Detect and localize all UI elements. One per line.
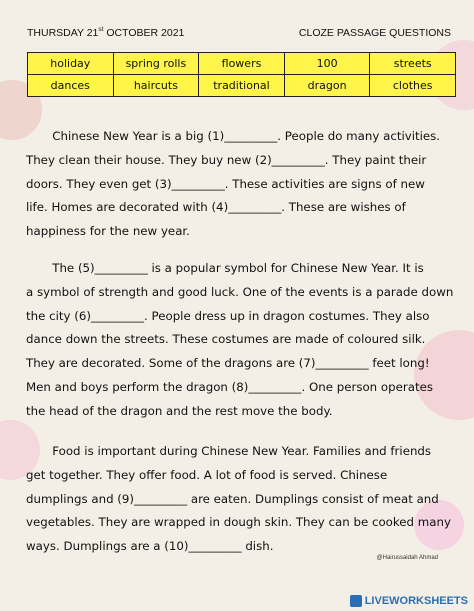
word-bank-row xyxy=(28,53,456,75)
paragraph-line: ways. Dumplings are a (10)_________ dish. xyxy=(26,539,274,554)
paragraph-line: The (5)_________ is a popular symbol for Chinese New Year. It is xyxy=(52,261,424,275)
paragraph-line: Food is important during Chinese New Year. Families and friends xyxy=(52,444,432,458)
paragraph-line: vegetables. They are wrapped in dough skin. They can be cooked many xyxy=(26,515,451,530)
word-bank-cell: streets xyxy=(370,53,456,75)
date-label: THURSDAY 21st OCTOBER 2021 xyxy=(27,26,185,39)
word-bank-cell: traditional xyxy=(199,75,285,97)
paragraph-line: They clean their house. They buy new (2)_________. They paint their xyxy=(26,152,427,167)
liveworksheets-logo-icon xyxy=(350,595,362,607)
liveworksheets-watermark xyxy=(350,594,468,608)
author-credit: @Hairussaidah Ahmad xyxy=(376,555,438,561)
word-bank-table xyxy=(27,52,456,97)
watermark-text: LIVEWORKSHEETS xyxy=(364,595,468,607)
word-bank-cell: holiday xyxy=(28,53,114,75)
paragraph-line: Men and boys perform the dragon (8)_________. One person operates xyxy=(26,379,433,394)
paragraph-line: dance down the streets. These costumes are made of coloured silk. xyxy=(26,332,426,347)
paragraph-line: They are decorated. Some of the dragons are (7)_________ feet long! xyxy=(26,356,430,371)
paragraph-3 xyxy=(26,440,450,559)
paragraph-line: a symbol of strength and good luck. One of the events is a parade down xyxy=(26,284,454,299)
word-bank-cell: flowers xyxy=(199,53,285,75)
word-bank-cell: dragon xyxy=(284,75,370,97)
paragraph-2 xyxy=(26,257,454,424)
paragraph-line: life. Homes are decorated with (4)_________. These are wishes of xyxy=(26,200,406,215)
paragraph-line: get together. They offer food. A lot of food is served. Chinese xyxy=(26,467,388,482)
paragraph-line: the head of the dragon and the rest move the body. xyxy=(26,403,333,418)
word-bank-cell: 100 xyxy=(284,53,370,75)
paragraph-1 xyxy=(26,125,450,244)
word-bank-cell: spring rolls xyxy=(113,53,199,75)
paragraph-line: happiness for the new year. xyxy=(26,224,190,239)
paragraph-line: doors. They even get (3)_________. These activities are signs of new xyxy=(26,176,425,191)
word-bank-row xyxy=(28,75,456,97)
word-bank-cell: dances xyxy=(28,75,114,97)
paragraph-line: dumplings and (9)_________ are eaten. Dumplings consist of meat and xyxy=(26,491,439,506)
worksheet-header xyxy=(27,27,451,41)
worksheet-title: CLOZE PASSAGE QUESTIONS xyxy=(298,27,451,39)
paragraph-line: Chinese New Year is a big (1)_________. People do many activities. xyxy=(52,129,441,143)
word-bank-cell: clothes xyxy=(370,75,456,97)
paragraph-line: the city (6)_________. People dress up in dragon costumes. They also xyxy=(26,308,430,323)
word-bank-cell: haircuts xyxy=(113,75,199,97)
